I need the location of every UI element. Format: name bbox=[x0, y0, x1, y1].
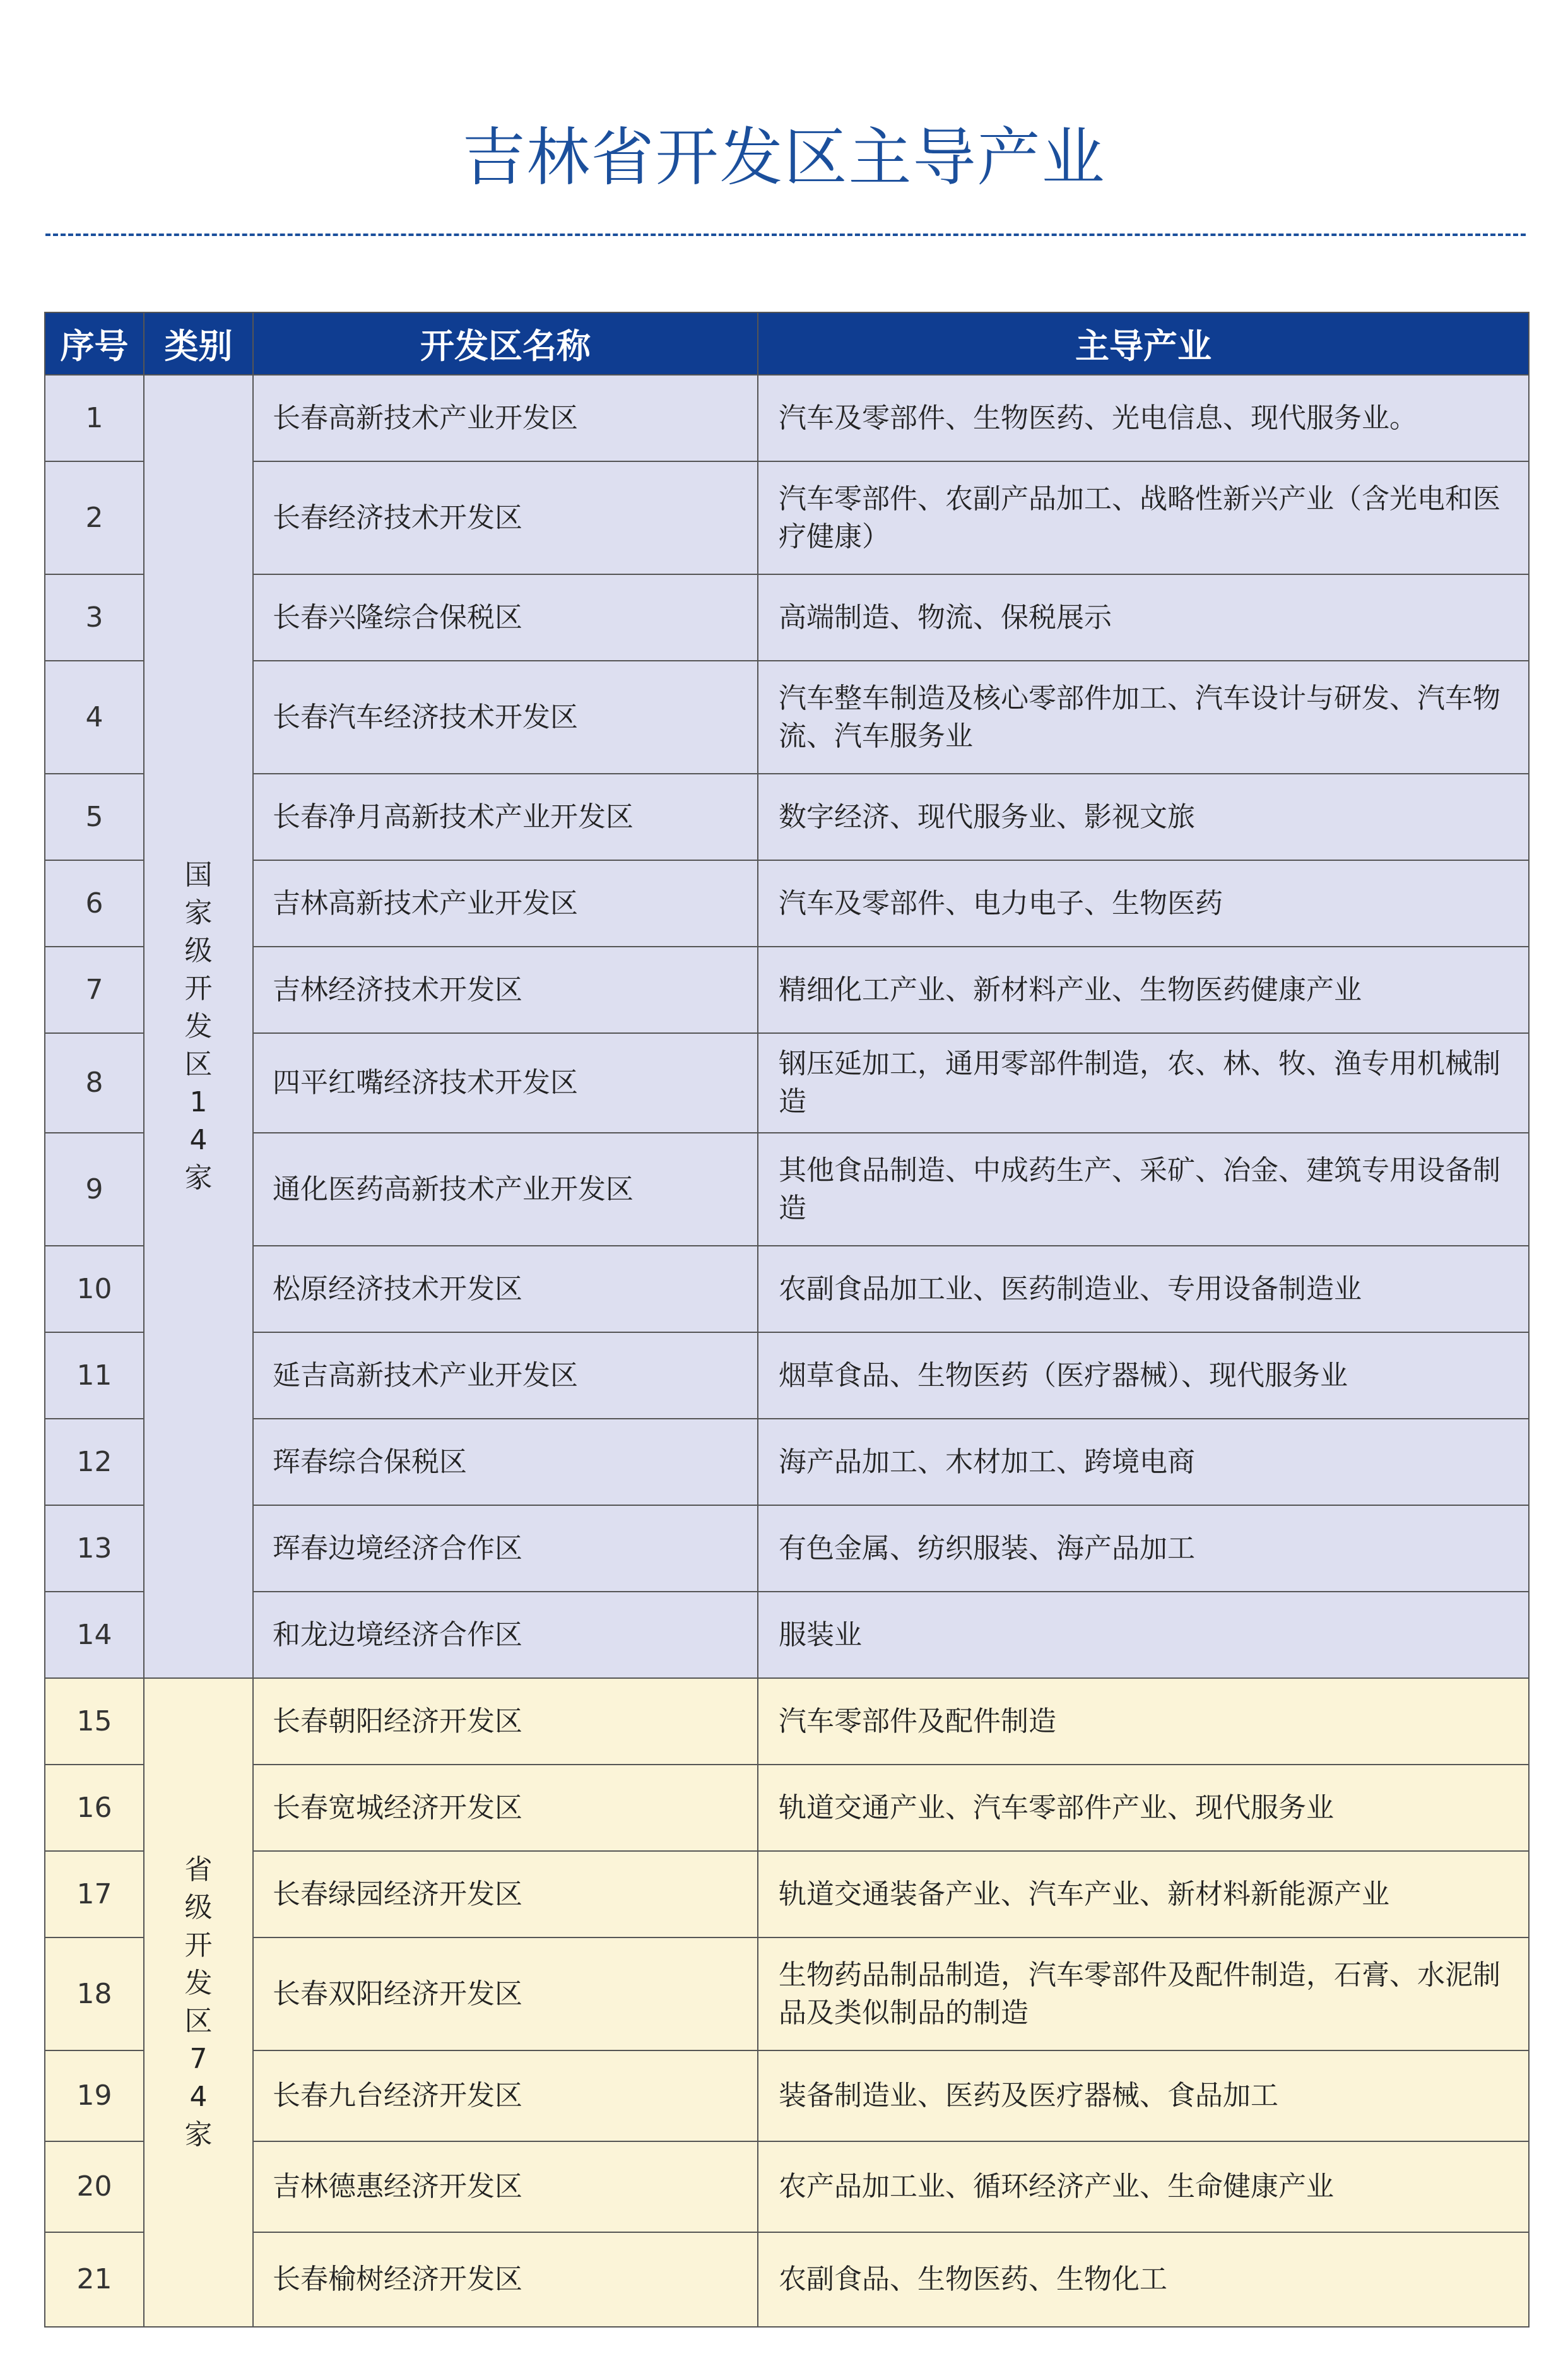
zone-name: 四平红嘴经济技术开发区 bbox=[253, 1033, 758, 1133]
zone-name: 长春兴隆综合保税区 bbox=[253, 574, 758, 661]
zone-name: 长春高新技术产业开发区 bbox=[253, 375, 758, 461]
table-row bbox=[45, 2050, 1529, 2141]
zone-name: 延吉高新技术产业开发区 bbox=[253, 1332, 758, 1419]
header-zone-name: 开发区名称 bbox=[253, 312, 758, 375]
leading-industry: 海产品加工、木材加工、跨境电商 bbox=[758, 1419, 1529, 1505]
leading-industry: 烟草食品、生物医药（医疗器械）、现代服务业 bbox=[758, 1332, 1529, 1419]
category-national bbox=[144, 375, 253, 1678]
row-index: 19 bbox=[45, 2050, 144, 2141]
header-industry: 主导产业 bbox=[758, 312, 1529, 375]
leading-industry: 钢压延加工，通用零部件制造，农、林、牧、渔专用机械制造 bbox=[758, 1033, 1529, 1133]
row-index: 8 bbox=[45, 1033, 144, 1133]
zone-name: 珲春综合保税区 bbox=[253, 1419, 758, 1505]
leading-industry: 汽车零部件及配件制造 bbox=[758, 1678, 1529, 1765]
table-row bbox=[45, 574, 1529, 661]
row-index: 6 bbox=[45, 860, 144, 947]
zone-name: 长春经济技术开发区 bbox=[253, 461, 758, 574]
zone-name: 吉林德惠经济开发区 bbox=[253, 2141, 758, 2232]
zone-name: 通化医药高新技术产业开发区 bbox=[253, 1133, 758, 1246]
row-index: 5 bbox=[45, 774, 144, 860]
leading-industry: 服装业 bbox=[758, 1592, 1529, 1678]
table-header-row bbox=[45, 312, 1529, 375]
zone-name: 吉林经济技术开发区 bbox=[253, 947, 758, 1033]
row-index: 3 bbox=[45, 574, 144, 661]
table-row bbox=[45, 1592, 1529, 1678]
row-index: 13 bbox=[45, 1505, 144, 1592]
table-row bbox=[45, 461, 1529, 574]
category-label: 省级开发区74家 bbox=[184, 1854, 213, 2151]
dashed-divider bbox=[45, 234, 1526, 236]
leading-industry: 其他食品制造、中成药生产、采矿、冶金、建筑专用设备制造 bbox=[758, 1133, 1529, 1246]
table-row bbox=[45, 1851, 1529, 1937]
zone-name: 珲春边境经济合作区 bbox=[253, 1505, 758, 1592]
table-row bbox=[45, 947, 1529, 1033]
zone-name: 长春绿园经济开发区 bbox=[253, 1851, 758, 1937]
row-index: 10 bbox=[45, 1246, 144, 1332]
table-row bbox=[45, 661, 1529, 774]
header-category: 类别 bbox=[144, 312, 253, 375]
row-index: 11 bbox=[45, 1332, 144, 1419]
zone-name: 松原经济技术开发区 bbox=[253, 1246, 758, 1332]
table-body bbox=[45, 375, 1529, 2327]
table-row bbox=[45, 860, 1529, 947]
row-index: 15 bbox=[45, 1678, 144, 1765]
leading-industry: 农产品加工业、循环经济产业、生命健康产业 bbox=[758, 2141, 1529, 2232]
table-row bbox=[45, 2141, 1529, 2232]
header-index: 序号 bbox=[45, 312, 144, 375]
table-row bbox=[45, 1937, 1529, 2050]
table-row bbox=[45, 375, 1529, 461]
zone-name: 长春九台经济开发区 bbox=[253, 2050, 758, 2141]
leading-industry: 汽车及零部件、生物医药、光电信息、现代服务业。 bbox=[758, 375, 1529, 461]
industry-table bbox=[44, 312, 1530, 2328]
leading-industry: 汽车及零部件、电力电子、生物医药 bbox=[758, 860, 1529, 947]
row-index: 20 bbox=[45, 2141, 144, 2232]
leading-industry: 装备制造业、医药及医疗器械、食品加工 bbox=[758, 2050, 1529, 2141]
row-index: 4 bbox=[45, 661, 144, 774]
table-row bbox=[45, 1678, 1529, 1765]
table-row bbox=[45, 1332, 1529, 1419]
category-label: 国家级开发区14家 bbox=[184, 858, 213, 1194]
zone-name: 长春汽车经济技术开发区 bbox=[253, 661, 758, 774]
zone-name: 长春净月高新技术产业开发区 bbox=[253, 774, 758, 860]
leading-industry: 汽车零部件、农副产品加工、战略性新兴产业（含光电和医疗健康） bbox=[758, 461, 1529, 574]
row-index: 2 bbox=[45, 461, 144, 574]
leading-industry: 农副食品、生物医药、生物化工 bbox=[758, 2232, 1529, 2327]
table-row bbox=[45, 1033, 1529, 1133]
table-row bbox=[45, 1505, 1529, 1592]
row-index: 16 bbox=[45, 1765, 144, 1851]
zone-name: 和龙边境经济合作区 bbox=[253, 1592, 758, 1678]
zone-name: 长春朝阳经济开发区 bbox=[253, 1678, 758, 1765]
leading-industry: 精细化工产业、新材料产业、生物医药健康产业 bbox=[758, 947, 1529, 1033]
row-index: 17 bbox=[45, 1851, 144, 1937]
category-provincial bbox=[144, 1678, 253, 2327]
row-index: 14 bbox=[45, 1592, 144, 1678]
row-index: 18 bbox=[45, 1937, 144, 2050]
leading-industry: 轨道交通产业、汽车零部件产业、现代服务业 bbox=[758, 1765, 1529, 1851]
row-index: 7 bbox=[45, 947, 144, 1033]
row-index: 9 bbox=[45, 1133, 144, 1246]
zone-name: 吉林高新技术产业开发区 bbox=[253, 860, 758, 947]
table-row bbox=[45, 1419, 1529, 1505]
leading-industry: 数字经济、现代服务业、影视文旅 bbox=[758, 774, 1529, 860]
table-row bbox=[45, 1765, 1529, 1851]
leading-industry: 有色金属、纺织服装、海产品加工 bbox=[758, 1505, 1529, 1592]
row-index: 12 bbox=[45, 1419, 144, 1505]
zone-name: 长春榆树经济开发区 bbox=[253, 2232, 758, 2327]
page-title: 吉林省开发区主导产业 bbox=[462, 121, 1106, 194]
table-row bbox=[45, 1133, 1529, 1246]
row-index: 21 bbox=[45, 2232, 144, 2327]
leading-industry: 汽车整车制造及核心零部件加工、汽车设计与研发、汽车物流、汽车服务业 bbox=[758, 661, 1529, 774]
leading-industry: 轨道交通装备产业、汽车产业、新材料新能源产业 bbox=[758, 1851, 1529, 1937]
table-row bbox=[45, 1246, 1529, 1332]
table-row bbox=[45, 2232, 1529, 2327]
zone-name: 长春双阳经济开发区 bbox=[253, 1937, 758, 2050]
row-index: 1 bbox=[45, 375, 144, 461]
leading-industry: 生物药品制品制造，汽车零部件及配件制造，石膏、水泥制品及类似制品的制造 bbox=[758, 1937, 1529, 2050]
table-row bbox=[45, 774, 1529, 860]
leading-industry: 农副食品加工业、医药制造业、专用设备制造业 bbox=[758, 1246, 1529, 1332]
leading-industry: 高端制造、物流、保税展示 bbox=[758, 574, 1529, 661]
zone-name: 长春宽城经济开发区 bbox=[253, 1765, 758, 1851]
